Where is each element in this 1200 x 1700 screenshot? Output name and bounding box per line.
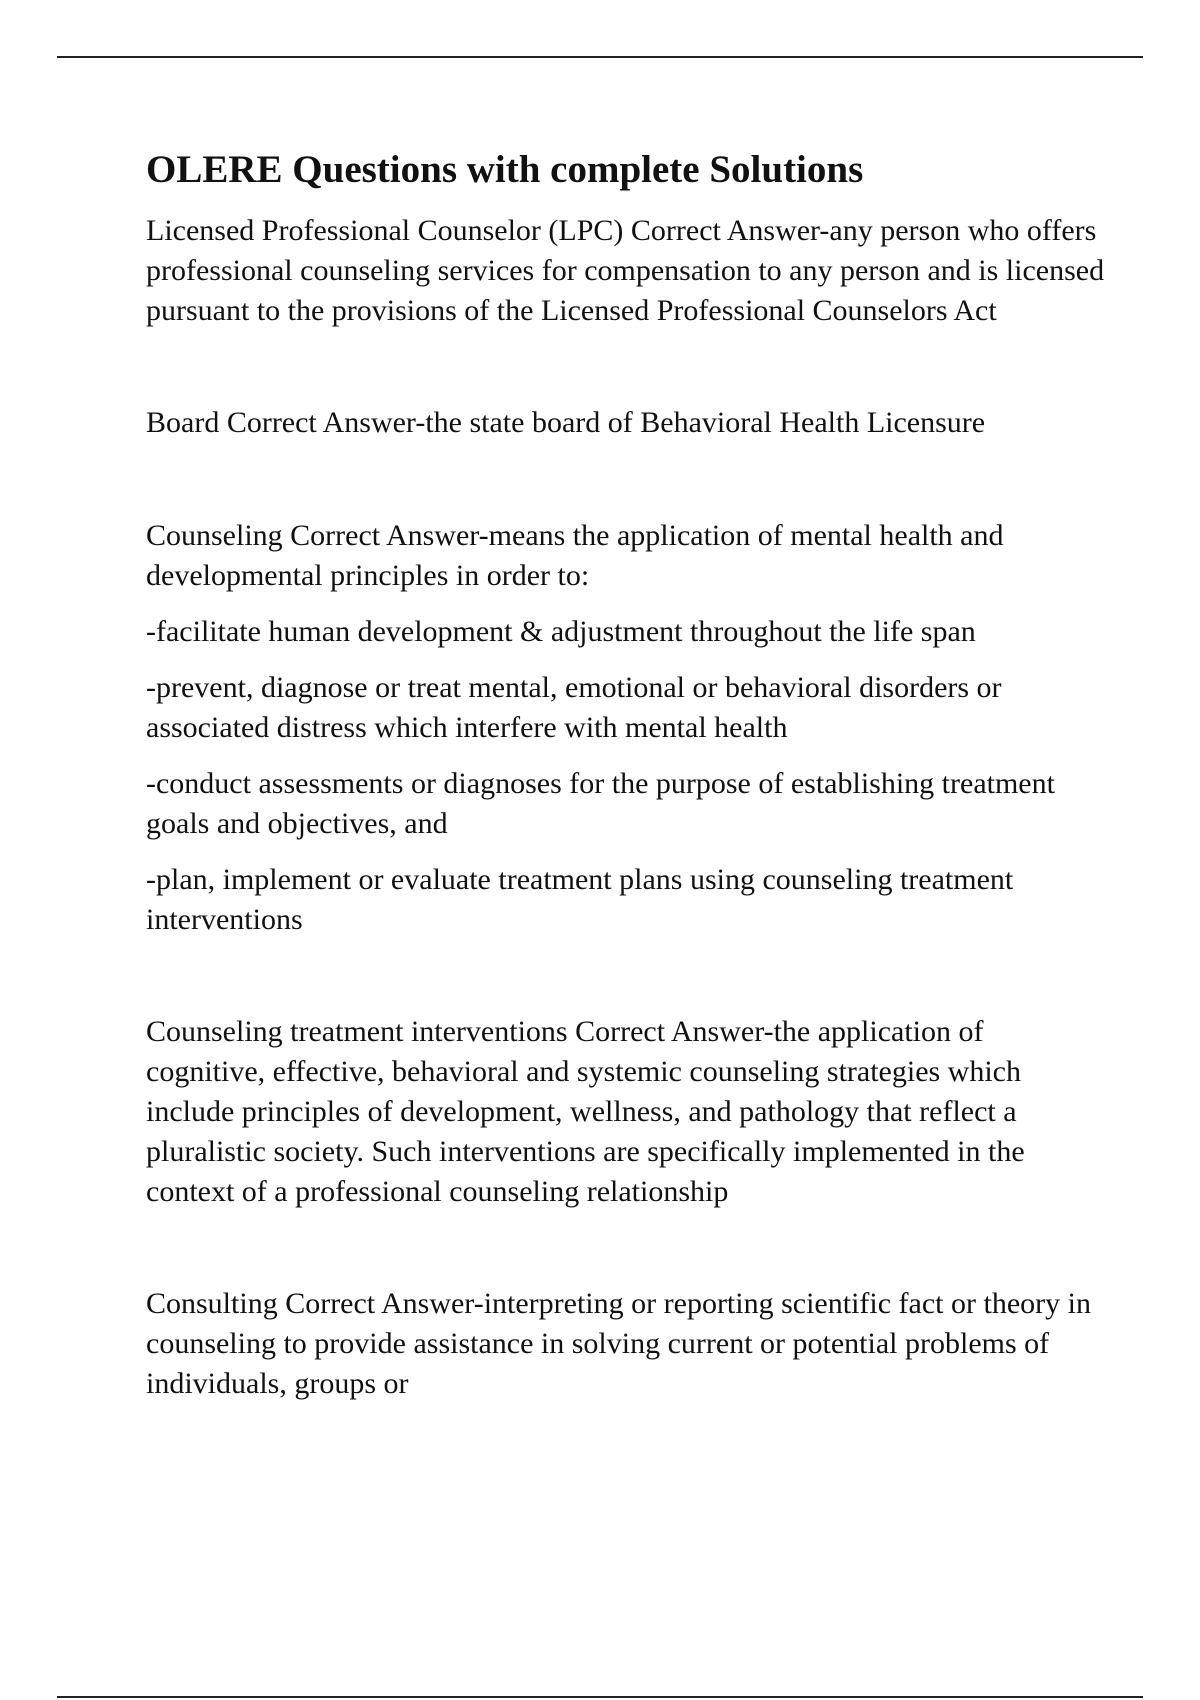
counseling-item-prevent: -prevent, diagnose or treat mental, emotional or behavioral disorders or associated distress which interfere with mental health: [146, 671, 1002, 744]
top-rule: [57, 56, 1143, 58]
bottom-rule: [57, 1696, 1143, 1698]
entry-counseling: Counseling Correct Answer-means the application of mental health and developmental principles in order to:: [146, 519, 1004, 592]
counseling-item-plan: -plan, implement or evaluate treatment plans using counseling treatment interventions: [146, 863, 1014, 936]
counseling-item-facilitate: -facilitate human development & adjustment throughout the life span: [146, 615, 976, 648]
counseling-item-conduct: -conduct assessments or diagnoses for the purpose of establishing treatment goals and objectives, and: [146, 767, 1055, 840]
entry-counseling-block: [146, 516, 1106, 940]
entry-board: Board Correct Answer-the state board of Behavioral Health Licensure: [146, 406, 986, 439]
entry-lpc: Licensed Professional Counselor (LPC) Correct Answer-any person who offers professional counseling services for compensation to any person and is licensed pursuant to the provisions of the Licensed Professional Counselors Act: [146, 214, 1105, 327]
entry-treatment-interventions: Counseling treatment interventions Correct Answer-the application of cognitive, effective, behavioral and systemic counseling strategies which include principles of development, wellness, and pathology that reflect a pluralistic society. Such interventions are specifically implemented in the context of a professional counseling relationship: [146, 1015, 1025, 1208]
entry-consulting: Consulting Correct Answer-interpreting or reporting scientific fact or theory in counseling to provide assistance in solving current or potential problems of individuals, groups or: [146, 1287, 1091, 1400]
document-title: OLERE Questions with complete Solutions: [146, 148, 864, 191]
document-body: [146, 146, 1106, 1404]
